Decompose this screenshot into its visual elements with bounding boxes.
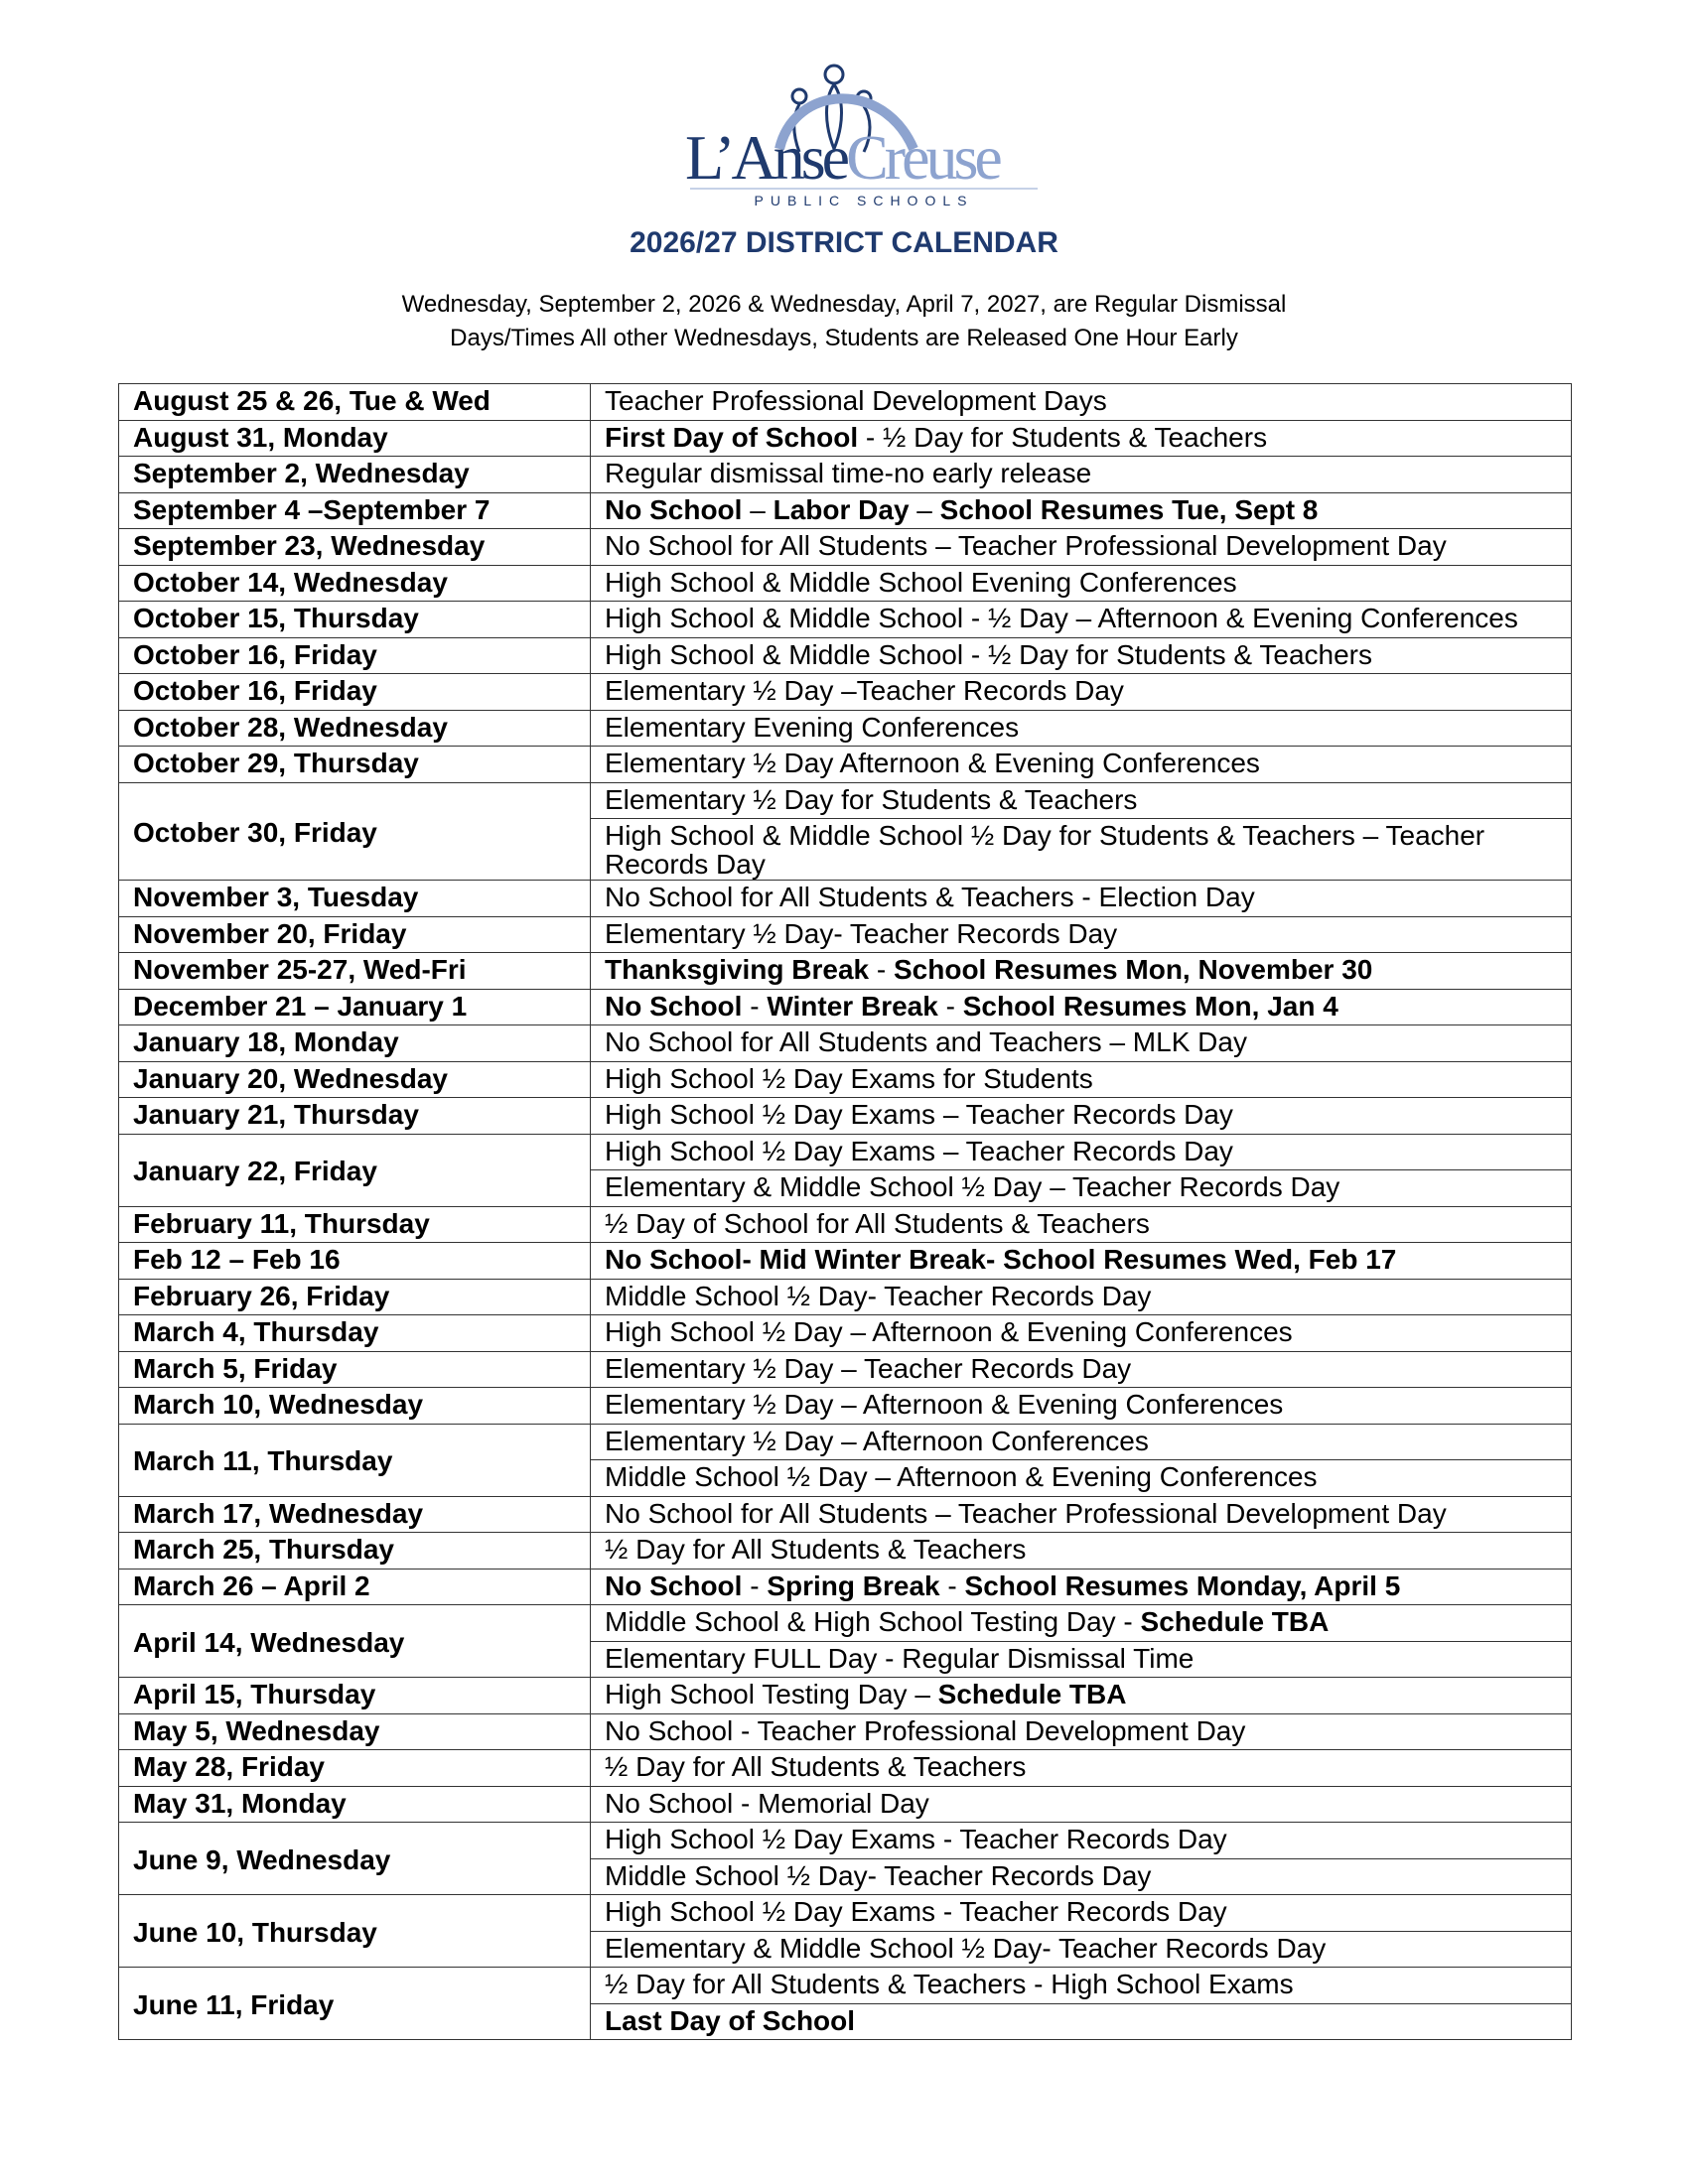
date-cell: January 22, Friday xyxy=(119,1134,591,1206)
event-text: High School ½ Day Exams – Teacher Records Day xyxy=(605,1099,1233,1130)
event-text: High School & Middle School - ½ Day – Afternoon & Evening Conferences xyxy=(605,603,1518,633)
calendar-row xyxy=(119,457,1572,493)
calendar-row xyxy=(119,782,1572,819)
event-cell xyxy=(591,747,1572,783)
calendar-row xyxy=(119,953,1572,990)
event-cell xyxy=(591,674,1572,711)
event-cell xyxy=(591,1351,1572,1388)
date-cell: November 3, Tuesday xyxy=(119,881,591,917)
event-text: School Resumes Monday, April 5 xyxy=(964,1570,1401,1601)
calendar-row xyxy=(119,747,1572,783)
calendar-row xyxy=(119,1351,1572,1388)
event-text: ½ Day for All Students & Teachers xyxy=(605,1534,1027,1565)
event-text: Elementary Evening Conferences xyxy=(605,711,1020,743)
event-text: Middle School ½ Day- Teacher Records Day xyxy=(605,1859,1152,1891)
event-text: - xyxy=(939,1570,965,1601)
date-cell: October 28, Wednesday xyxy=(119,710,591,747)
event-text: No School xyxy=(605,1570,743,1601)
event-text: Elementary & Middle School ½ Day – Teacher Records Day xyxy=(605,1171,1340,1202)
event-text: No School- Mid Winter Break- School Resumes Wed, Feb 17 xyxy=(605,1244,1397,1275)
date-cell: September 4 –September 7 xyxy=(119,492,591,529)
date-cell: January 21, Thursday xyxy=(119,1098,591,1135)
event-text: Schedule TBA xyxy=(937,1679,1127,1709)
event-text: ½ Day of School for All Students & Teachers xyxy=(605,1207,1150,1239)
date-cell: March 11, Thursday xyxy=(119,1424,591,1496)
date-cell: August 25 & 26, Tue & Wed xyxy=(119,384,591,421)
calendar-row xyxy=(119,529,1572,566)
event-cell xyxy=(591,1098,1572,1135)
event-cell xyxy=(591,637,1572,674)
calendar-row xyxy=(119,1243,1572,1280)
event-cell xyxy=(591,457,1572,493)
event-text: High School Testing Day – xyxy=(605,1679,938,1709)
event-text: High School ½ Day – Afternoon & Evening Conferences xyxy=(605,1316,1293,1347)
date-cell: June 10, Thursday xyxy=(119,1895,591,1968)
calendar-row xyxy=(119,1496,1572,1533)
calendar-row xyxy=(119,1569,1572,1605)
calendar-row xyxy=(119,881,1572,917)
event-text: – xyxy=(909,493,940,525)
event-cell xyxy=(591,420,1572,457)
date-cell: Feb 12 – Feb 16 xyxy=(119,1243,591,1280)
event-text: Elementary ½ Day – Afternoon & Evening Conferences xyxy=(605,1389,1284,1420)
event-cell xyxy=(591,710,1572,747)
calendar-row xyxy=(119,1750,1572,1787)
event-cell xyxy=(591,1206,1572,1243)
event-text: Regular dismissal time-no early release xyxy=(605,458,1092,488)
calendar-row xyxy=(119,637,1572,674)
date-cell: March 10, Wednesday xyxy=(119,1388,591,1425)
event-text: - ½ Day for Students & Teachers xyxy=(858,421,1268,453)
event-text: No School for All Students – Teacher Professional Development Day xyxy=(605,1497,1447,1529)
event-text: Spring Break xyxy=(767,1570,940,1601)
calendar-row xyxy=(119,1533,1572,1570)
event-cell xyxy=(591,1279,1572,1315)
event-text: Winter Break xyxy=(767,990,938,1022)
event-text: Elementary ½ Day for Students & Teachers xyxy=(605,783,1138,815)
event-text: Elementary FULL Day - Regular Dismissal Time xyxy=(605,1642,1195,1674)
date-cell: March 17, Wednesday xyxy=(119,1496,591,1533)
event-text: Teacher Professional Development Days xyxy=(605,385,1107,416)
event-text: - xyxy=(869,954,894,985)
calendar-row xyxy=(119,1098,1572,1135)
district-logo xyxy=(685,55,1043,213)
event-text: ½ Day for All Students & Teachers xyxy=(605,1751,1027,1782)
calendar-row xyxy=(119,384,1572,421)
event-cell xyxy=(591,1460,1572,1497)
event-text: Elementary ½ Day – Afternoon Conferences xyxy=(605,1425,1149,1456)
date-cell: October 16, Friday xyxy=(119,637,591,674)
date-cell: February 11, Thursday xyxy=(119,1206,591,1243)
page-title: 2026/27 DISTRICT CALENDAR xyxy=(630,226,1058,259)
event-cell xyxy=(591,2003,1572,2040)
date-cell: June 9, Wednesday xyxy=(119,1823,591,1895)
event-text: School Resumes Mon, Jan 4 xyxy=(962,990,1338,1022)
date-cell: October 16, Friday xyxy=(119,674,591,711)
calendar-row xyxy=(119,1895,1572,1932)
date-cell: September 23, Wednesday xyxy=(119,529,591,566)
event-text: – xyxy=(742,493,774,525)
calendar-row xyxy=(119,420,1572,457)
subtitle-line: Days/Times All other Wednesdays, Students are Released One Hour Early xyxy=(450,325,1238,351)
date-cell: March 25, Thursday xyxy=(119,1533,591,1570)
event-text: Middle School ½ Day – Afternoon & Evening Conferences xyxy=(605,1461,1318,1492)
event-text: Elementary ½ Day- Teacher Records Day xyxy=(605,917,1118,949)
event-cell xyxy=(591,492,1572,529)
event-text: Elementary ½ Day –Teacher Records Day xyxy=(605,675,1124,706)
event-cell xyxy=(591,1496,1572,1533)
calendar-row xyxy=(119,1315,1572,1352)
date-cell: May 5, Wednesday xyxy=(119,1713,591,1750)
event-text: No School xyxy=(605,493,743,525)
event-text: Last Day of School xyxy=(605,2004,856,2036)
event-text: - xyxy=(742,1570,768,1601)
event-text: No School - Memorial Day xyxy=(605,1787,929,1819)
event-cell xyxy=(591,1569,1572,1605)
date-cell: March 5, Friday xyxy=(119,1351,591,1388)
event-cell xyxy=(591,782,1572,819)
date-cell: October 15, Thursday xyxy=(119,602,591,638)
event-cell xyxy=(591,1170,1572,1207)
date-cell: May 28, Friday xyxy=(119,1750,591,1787)
calendar-row xyxy=(119,492,1572,529)
event-cell xyxy=(591,1823,1572,1859)
event-cell xyxy=(591,1713,1572,1750)
event-text: - xyxy=(742,990,768,1022)
event-cell xyxy=(591,1134,1572,1170)
event-text: Elementary ½ Day Afternoon & Evening Conferences xyxy=(605,748,1260,778)
calendar-row xyxy=(119,1025,1572,1062)
event-text: Schedule TBA xyxy=(1140,1606,1330,1637)
event-text: ½ Day for All Students & Teachers - High School Exams xyxy=(605,1969,1294,1999)
event-cell xyxy=(591,384,1572,421)
calendar-row xyxy=(119,602,1572,638)
date-cell: March 4, Thursday xyxy=(119,1315,591,1352)
event-text: No School - Teacher Professional Development Day xyxy=(605,1714,1246,1746)
event-text: Labor Day xyxy=(773,493,910,525)
calendar-row xyxy=(119,1424,1572,1460)
event-cell xyxy=(591,1315,1572,1352)
event-cell xyxy=(591,819,1572,881)
date-cell: June 11, Friday xyxy=(119,1968,591,2040)
date-cell: October 29, Thursday xyxy=(119,747,591,783)
event-cell xyxy=(591,1061,1572,1098)
calendar-row xyxy=(119,1713,1572,1750)
date-cell: January 20, Wednesday xyxy=(119,1061,591,1098)
date-cell: January 18, Monday xyxy=(119,1025,591,1062)
event-cell xyxy=(591,953,1572,990)
event-cell xyxy=(591,1678,1572,1714)
calendar-row xyxy=(119,1823,1572,1859)
event-cell xyxy=(591,1243,1572,1280)
event-text: High School & Middle School ½ Day for Students & Teachers – Teacher Records Day xyxy=(605,820,1485,880)
calendar-table xyxy=(118,383,1572,2040)
event-cell xyxy=(591,1605,1572,1642)
calendar-row xyxy=(119,1388,1572,1425)
event-text: High School & Middle School Evening Conferences xyxy=(605,566,1237,598)
event-text: No School for All Students & Teachers - Election Day xyxy=(605,882,1255,912)
event-cell xyxy=(591,1641,1572,1678)
event-cell xyxy=(591,881,1572,917)
date-cell: September 2, Wednesday xyxy=(119,457,591,493)
event-text: High School & Middle School - ½ Day for Students & Teachers xyxy=(605,638,1372,670)
event-cell xyxy=(591,1786,1572,1823)
date-cell: October 30, Friday xyxy=(119,782,591,881)
event-text: Middle School ½ Day- Teacher Records Day xyxy=(605,1280,1152,1311)
event-cell xyxy=(591,1388,1572,1425)
event-cell xyxy=(591,1533,1572,1570)
event-text: High School ½ Day Exams – Teacher Records Day xyxy=(605,1135,1233,1166)
event-text: No School xyxy=(605,990,743,1022)
event-cell xyxy=(591,1968,1572,2004)
date-cell: May 31, Monday xyxy=(119,1786,591,1823)
calendar-row xyxy=(119,1786,1572,1823)
event-text: - xyxy=(937,990,963,1022)
date-cell: April 14, Wednesday xyxy=(119,1605,591,1678)
event-text: First Day of School xyxy=(605,421,859,453)
logo-tagline: PUBLIC SCHOOLS xyxy=(754,193,974,208)
subtitle-line: Wednesday, September 2, 2026 & Wednesday, April 7, 2027, are Regular Dismissal xyxy=(401,291,1287,318)
event-text: Thanksgiving Break xyxy=(605,954,870,985)
event-cell xyxy=(591,529,1572,566)
subtitle xyxy=(298,288,1390,355)
calendar-row xyxy=(119,1206,1572,1243)
event-cell xyxy=(591,1895,1572,1932)
event-text: High School ½ Day Exams for Students xyxy=(605,1062,1093,1094)
date-cell: August 31, Monday xyxy=(119,420,591,457)
calendar-row xyxy=(119,565,1572,602)
event-text: School Resumes Mon, November 30 xyxy=(893,954,1373,985)
event-text: Middle School & High School Testing Day - xyxy=(605,1606,1141,1637)
date-cell: March 26 – April 2 xyxy=(119,1569,591,1605)
calendar-row xyxy=(119,674,1572,711)
calendar-row xyxy=(119,1279,1572,1315)
calendar-row xyxy=(119,989,1572,1025)
event-text: No School for All Students and Teachers – MLK Day xyxy=(605,1026,1247,1057)
event-cell xyxy=(591,1750,1572,1787)
calendar-row xyxy=(119,710,1572,747)
event-cell xyxy=(591,602,1572,638)
date-cell: December 21 – January 1 xyxy=(119,989,591,1025)
event-text: High School ½ Day Exams - Teacher Records Day xyxy=(605,1896,1227,1927)
event-text: Elementary ½ Day – Teacher Records Day xyxy=(605,1352,1132,1384)
event-cell xyxy=(591,1931,1572,1968)
calendar-row xyxy=(119,1134,1572,1170)
event-text: High School ½ Day Exams - Teacher Records Day xyxy=(605,1824,1227,1854)
event-cell xyxy=(591,1858,1572,1895)
date-cell: November 25-27, Wed-Fri xyxy=(119,953,591,990)
date-cell: April 15, Thursday xyxy=(119,1678,591,1714)
calendar-row xyxy=(119,1061,1572,1098)
event-cell xyxy=(591,916,1572,953)
date-cell: November 20, Friday xyxy=(119,916,591,953)
calendar-row xyxy=(119,1605,1572,1642)
calendar-row xyxy=(119,1968,1572,2004)
calendar-row xyxy=(119,916,1572,953)
logo-wordmark: L’AnseCreuse xyxy=(685,122,999,193)
calendar-row xyxy=(119,1678,1572,1714)
event-cell xyxy=(591,565,1572,602)
event-text: Elementary & Middle School ½ Day- Teacher Records Day xyxy=(605,1932,1327,1964)
event-text: School Resumes Tue, Sept 8 xyxy=(939,493,1319,525)
event-cell xyxy=(591,989,1572,1025)
date-cell: October 14, Wednesday xyxy=(119,565,591,602)
event-cell xyxy=(591,1025,1572,1062)
event-text: No School for All Students – Teacher Professional Development Day xyxy=(605,530,1447,561)
date-cell: February 26, Friday xyxy=(119,1279,591,1315)
event-cell xyxy=(591,1424,1572,1460)
